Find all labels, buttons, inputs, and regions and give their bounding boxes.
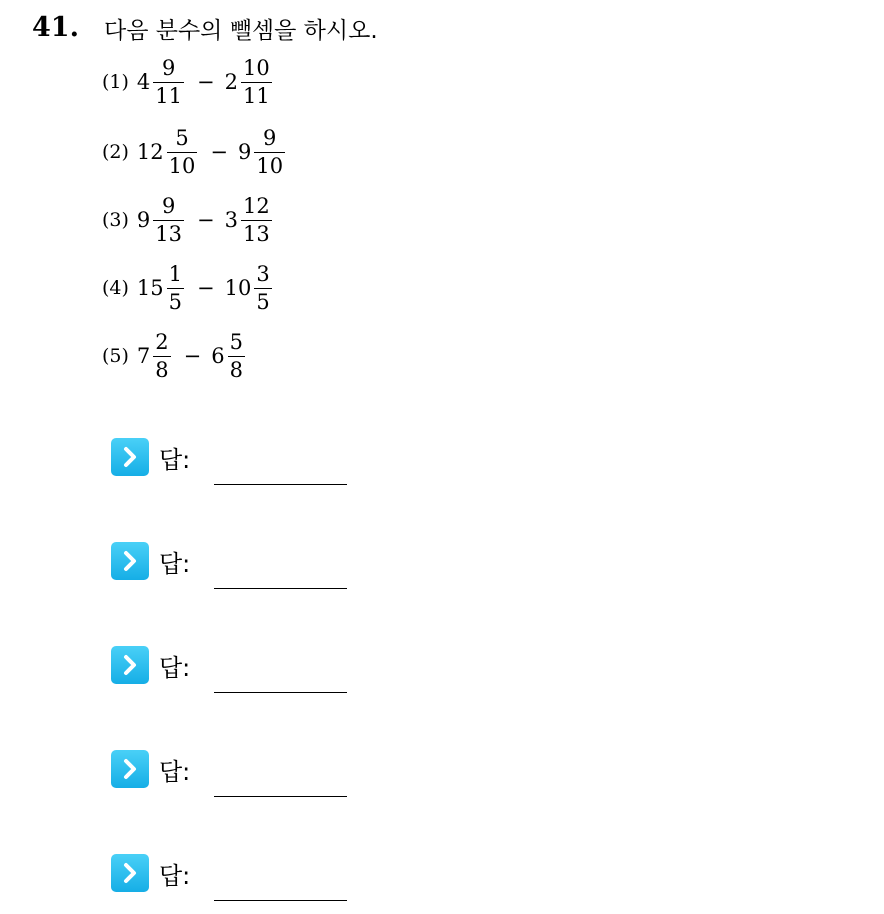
numerator: 5 [229, 329, 244, 354]
chevron-right-icon [111, 438, 149, 476]
whole-number: 10 [224, 276, 252, 300]
answer-label: 답: [159, 862, 191, 890]
answer-row-5 [111, 854, 371, 914]
problem-4 [102, 258, 275, 318]
chevron-right-icon [111, 854, 149, 892]
question-number: 41. [32, 12, 79, 43]
answer-blank[interactable] [214, 692, 347, 693]
answer-label: 답: [159, 550, 191, 578]
chevron-right-icon [111, 750, 149, 788]
numerator: 2 [155, 329, 169, 354]
numerator: 9 [263, 125, 277, 150]
answer-blank[interactable] [214, 484, 347, 485]
fraction [153, 193, 184, 246]
answer-blank[interactable] [214, 588, 347, 589]
numerator: 12 [243, 193, 270, 218]
denominator: 8 [229, 357, 244, 382]
fraction [254, 125, 285, 178]
question-text: 다음 분수의 뺄셈을 하시오. [104, 18, 378, 44]
numerator: 9 [161, 55, 176, 80]
answer-label: 답: [159, 654, 191, 682]
whole-number: 6 [211, 344, 225, 368]
fraction [167, 261, 184, 314]
problem-2 [102, 122, 288, 182]
denominator: 10 [256, 153, 284, 178]
answer-row-1 [111, 438, 371, 498]
minus-sign: − [210, 140, 228, 164]
fraction [167, 125, 198, 178]
denominator: 8 [155, 357, 169, 382]
problem-label: (1) [102, 71, 129, 93]
whole-number: 9 [136, 208, 151, 232]
problem-5 [102, 326, 248, 386]
problem-3 [102, 190, 275, 250]
minus-sign: − [183, 344, 202, 368]
numerator: 1 [168, 261, 183, 286]
whole-number: 4 [136, 70, 151, 94]
problem-label: (2) [102, 141, 129, 163]
numerator: 10 [243, 55, 270, 80]
chevron-right-icon [111, 646, 149, 684]
answer-row-2 [111, 542, 371, 602]
minus-sign: − [197, 276, 215, 300]
answer-row-4 [111, 750, 371, 810]
numerator: 9 [161, 193, 176, 218]
fraction [254, 261, 271, 314]
whole-number: 15 [136, 276, 164, 300]
fraction [241, 55, 272, 108]
whole-number: 7 [136, 344, 151, 368]
minus-sign: − [197, 208, 215, 232]
denominator: 13 [243, 221, 270, 246]
whole-number: 9 [238, 140, 252, 164]
problem-label: (5) [102, 345, 129, 367]
whole-number: 12 [136, 140, 164, 164]
minus-sign: − [197, 70, 215, 94]
problem-label: (4) [102, 277, 129, 299]
answer-blank[interactable] [214, 796, 347, 797]
denominator: 13 [155, 221, 183, 246]
denominator: 5 [168, 289, 183, 314]
fraction [228, 329, 245, 382]
answer-row-3 [111, 646, 371, 706]
numerator: 5 [175, 125, 189, 150]
fraction [241, 193, 272, 246]
denominator: 11 [155, 83, 183, 108]
answer-blank[interactable] [214, 900, 347, 901]
denominator: 5 [256, 289, 270, 314]
denominator: 11 [243, 83, 270, 108]
whole-number: 2 [224, 70, 239, 94]
chevron-right-icon [111, 542, 149, 580]
problem-label: (3) [102, 209, 129, 231]
answer-label: 답: [159, 446, 191, 474]
numerator: 3 [256, 261, 270, 286]
whole-number: 3 [224, 208, 239, 232]
fraction [153, 329, 170, 382]
denominator: 10 [168, 153, 196, 178]
problem-1 [102, 52, 275, 112]
answer-label: 답: [159, 758, 191, 786]
fraction [153, 55, 184, 108]
